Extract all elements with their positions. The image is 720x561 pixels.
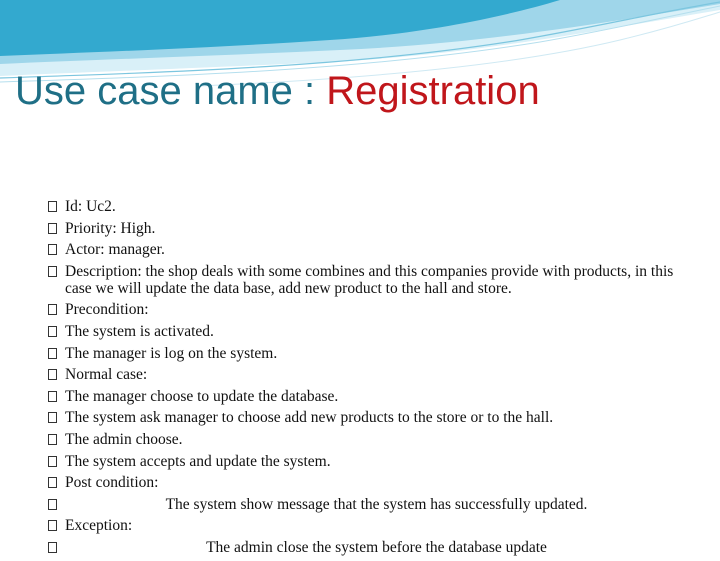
bullet-box-icon	[48, 223, 57, 234]
title-accent: Registration	[326, 69, 540, 113]
bullet-item-description: Description: the shop deals with some combines and this companies provide with products, in this case we will update the data base, add new product to the hall and store.	[48, 263, 688, 297]
bullet-box-icon	[48, 391, 57, 402]
bullet-item-system-accepts: The system accepts and update the system.	[48, 453, 688, 470]
bullet-item-exception: Exception:	[48, 517, 688, 534]
bullet-item-actor: Actor: manager.	[48, 241, 688, 258]
bullet-box-icon	[48, 520, 57, 531]
bullet-item-manager-choose: The manager choose to update the database.	[48, 388, 688, 405]
bullet-box-icon	[48, 326, 57, 337]
bullet-box-icon	[48, 412, 57, 423]
bullet-item-precondition: Precondition:	[48, 301, 688, 318]
bullet-list	[48, 198, 688, 561]
bullet-item-admin-close: The admin close the system before the database update	[48, 539, 688, 556]
bullet-box-icon	[48, 477, 57, 488]
bullet-item-system-ask: The system ask manager to choose add new products to the store or to the hall.	[48, 409, 688, 426]
bullet-box-icon	[48, 266, 57, 277]
bullet-box-icon	[48, 244, 57, 255]
bullet-item-post-condition: Post condition:	[48, 474, 688, 491]
title-prefix: Use case name :	[15, 69, 327, 113]
bullet-item-normal-case: Normal case:	[48, 366, 688, 383]
bullet-item-manager-logon: The manager is log on the system.	[48, 345, 688, 362]
bullet-item-id: Id: Uc2.	[48, 198, 688, 215]
bullet-box-icon	[48, 304, 57, 315]
slide-title	[15, 64, 540, 118]
bullet-box-icon	[48, 348, 57, 359]
bullet-box-icon	[48, 434, 57, 445]
bullet-box-icon	[48, 542, 57, 553]
bullet-item-show-message: The system show message that the system has successfully updated.	[48, 496, 688, 513]
bullet-box-icon	[48, 499, 57, 510]
bullet-item-system-activated: The system is activated.	[48, 323, 688, 340]
bullet-box-icon	[48, 456, 57, 467]
bullet-item-priority: Priority: High.	[48, 220, 688, 237]
bullet-box-icon	[48, 369, 57, 380]
bullet-box-icon	[48, 201, 57, 212]
bullet-item-admin-choose: The admin choose.	[48, 431, 688, 448]
